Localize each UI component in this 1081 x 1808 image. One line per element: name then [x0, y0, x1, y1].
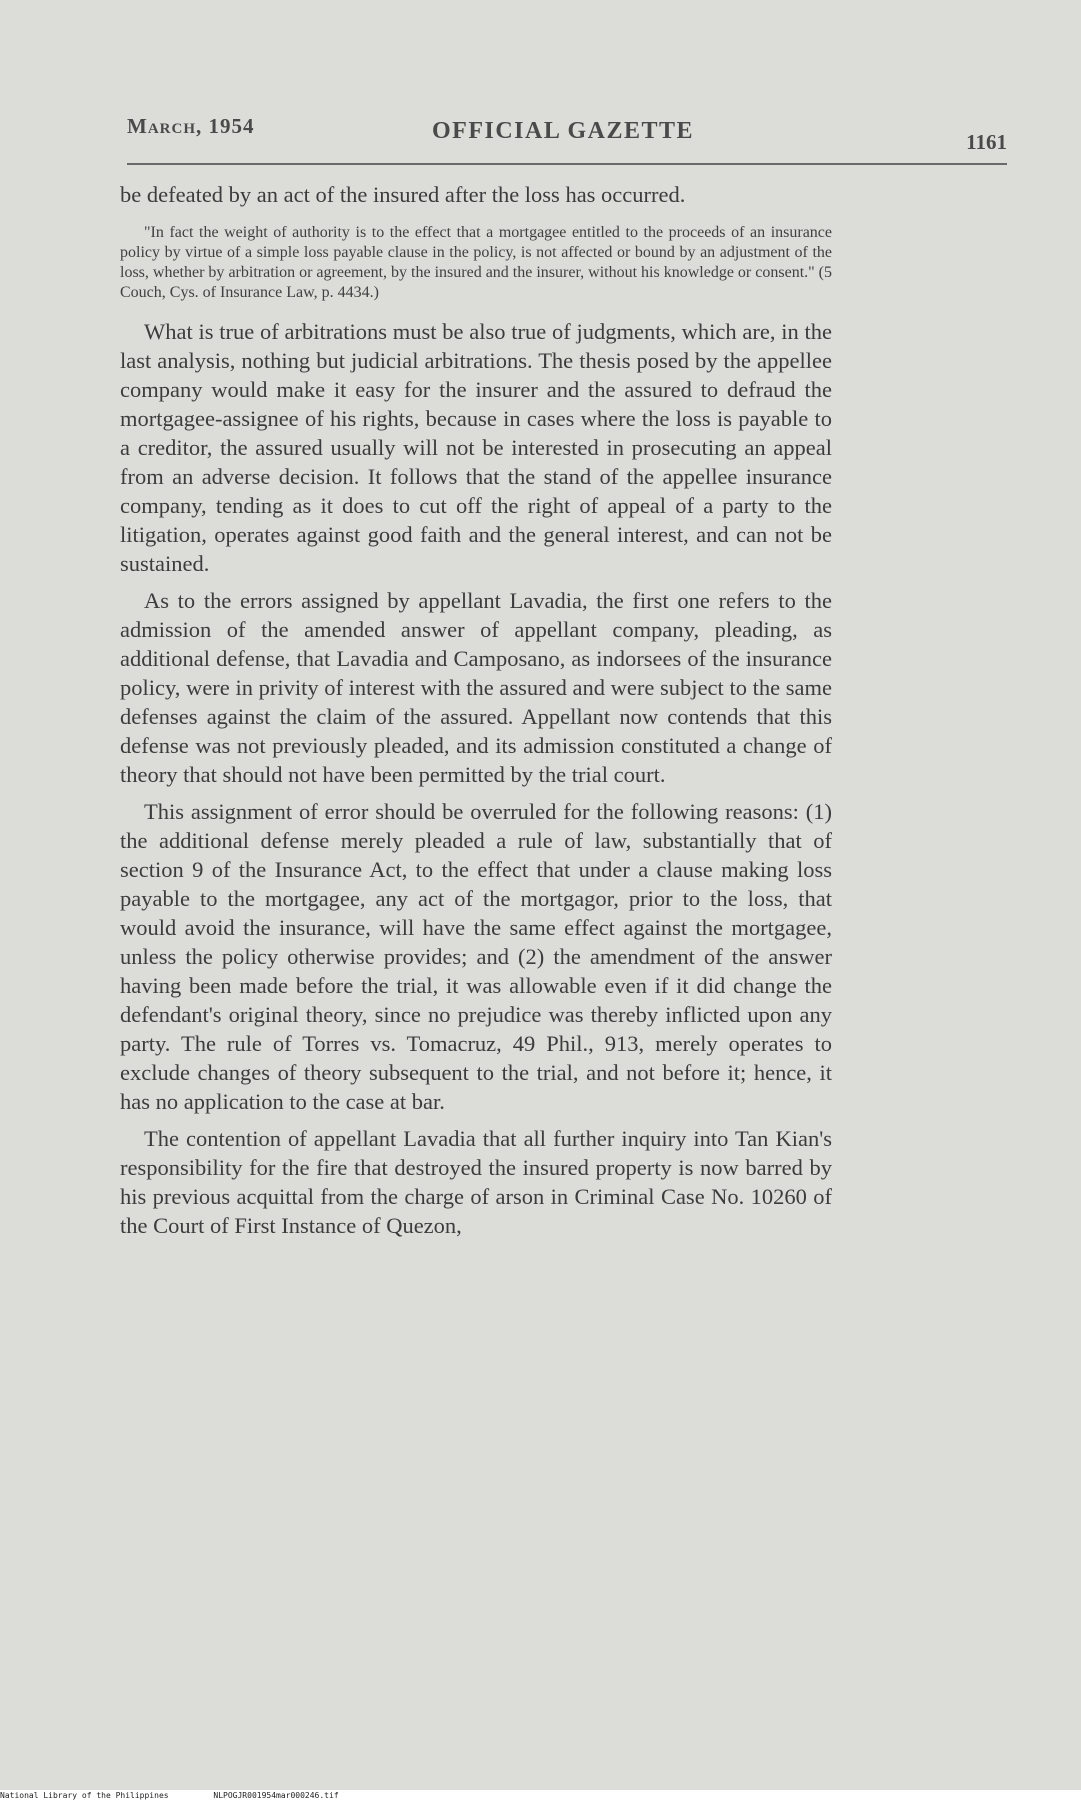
paragraph-gap — [120, 578, 832, 586]
page-number: 1161 — [966, 130, 1007, 154]
header-title: OFFICIAL GAZETTE — [432, 118, 695, 144]
scan-footer — [0, 1791, 379, 1800]
running-header — [127, 110, 1007, 160]
footer-library: National Library of the Philippines — [0, 1791, 169, 1800]
paragraph-gap — [120, 789, 832, 797]
paragraph-3: As to the errors assigned by appellant Lavadia, the first one refers to the admission of the amended answer of appellant company, pleading, as additional defense, that Lavadia and Camposano, as indorsees of the insurance policy, were in privity of interest with the assured and were subject to the same defenses against the claim of the assured. Appellant now contends that this defense was not previously pleaded, and its admission constituted a change of theory that should not have been permitted by the trial court. — [120, 588, 832, 787]
header-date: March, 1954 — [127, 114, 255, 138]
paragraph-5: The contention of appellant Lavadia that all further inquiry into Tan Kian's responsibility for the fire that destroyed the insured property is now barred by his previous acquittal from the charge of arson in Criminal Case No. 10260 of the Court of First Instance of Quezon, — [120, 1126, 832, 1238]
paragraph-1: be defeated by an act of the insured after the loss has occurred. — [120, 182, 686, 207]
paragraph-4: This assignment of error should be overruled for the following reasons: (1) the additional defense merely pleaded a rule of law, substantially that of section 9 of the Insurance Act, to the effect that under a clause making loss payable to the mortgagee, any act of the mortgagor, prior to the loss, that would avoid the insurance, will have the same effect against the mortgagee, unless the policy otherwise provides; and (2) the amendment of the answer having been made before the trial, it was allowable even if it did change the defendant's original theory, since no prejudice was thereby inflicted upon any party. The rule of Torres vs. Tomacruz, 49 Phil., 913, merely operates to exclude changes of theory subsequent to the trial, and not before it; hence, it has no application to the case at bar. — [120, 799, 832, 1114]
paragraph-gap — [120, 1116, 832, 1124]
footer-filename: NLPOGJR001954mar000246.tif — [213, 1791, 339, 1800]
body-text — [120, 180, 832, 1240]
header-rule — [127, 163, 1007, 165]
block-quote: "In fact the weight of authority is to the effect that a mortgagee entitled to the proceeds of an insurance policy by virtue of a simple loss payable clause in the policy, is not affected or bound by an adjustment of the loss, whether by arbitration or agreement, by the insured and the insurer, without his knowledge or consent." (5 Couch, Cys. of Insurance Law, p. 4434.) — [120, 224, 832, 301]
paragraph-2: What is true of arbitrations must be also true of judgments, which are, in the last analysis, nothing but judicial arbitrations. The thesis posed by the appellee company would make it easy for the insurer and the assured to defraud the mortgagee-assignee of his rights, because in cases where the loss is payable to a creditor, the assured usually will not be interested in prosecuting an appeal from an adverse decision. It follows that the stand of the appellee insurance company, tending as it does to cut off the right of appeal of a party to the litigation, operates against good faith and the general interest, and can not be sustained. — [120, 319, 832, 576]
